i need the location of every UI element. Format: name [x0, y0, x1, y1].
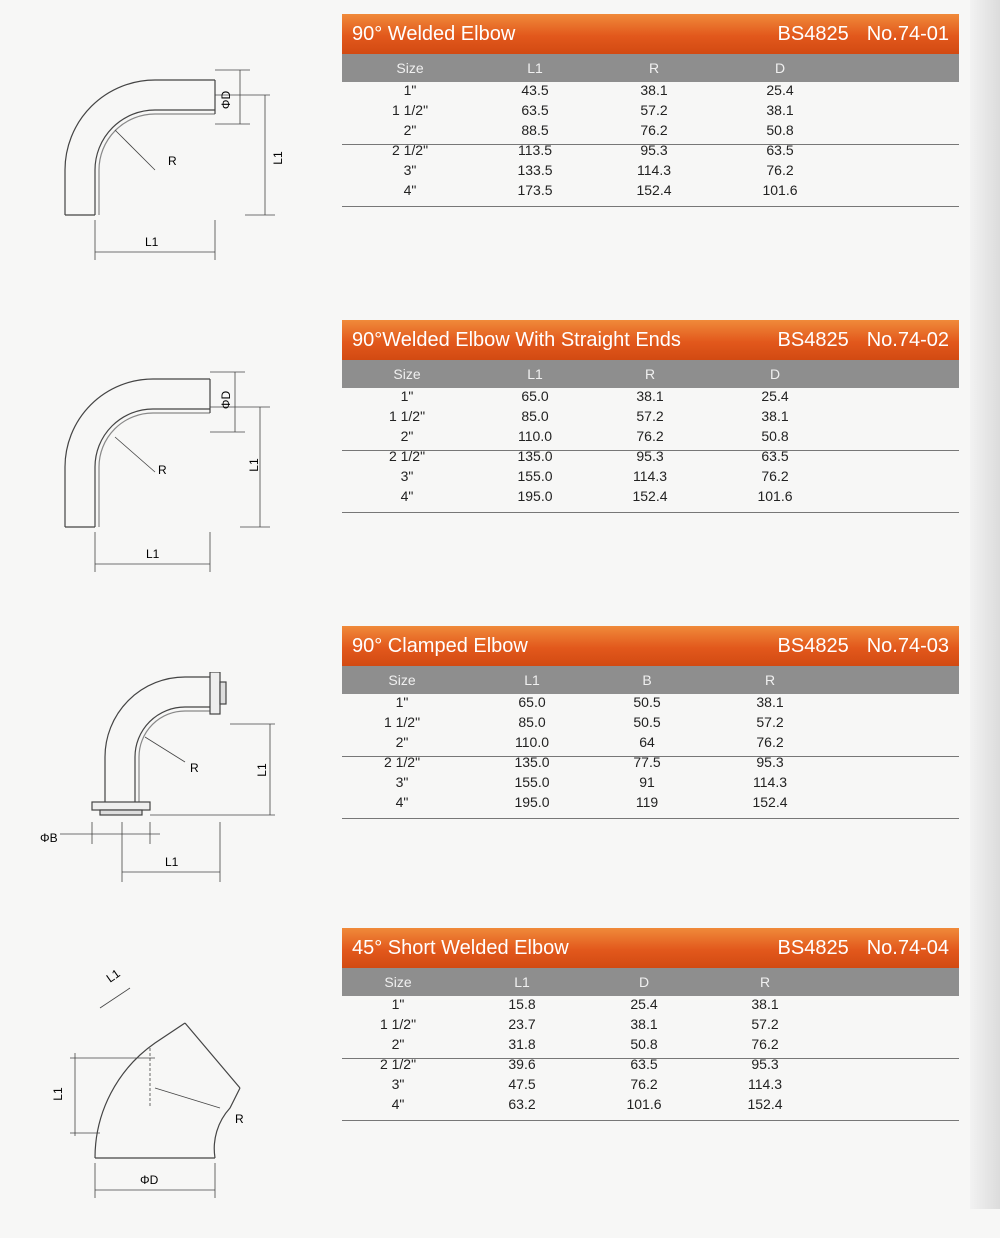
- standard-label: BS4825: [777, 22, 849, 45]
- cell-d: 25.4: [766, 82, 794, 98]
- header-r: R: [648, 60, 660, 76]
- cell-l1: 43.5: [521, 82, 549, 98]
- cell-d: 50.8: [630, 1036, 658, 1052]
- cell-size: 1": [395, 694, 409, 710]
- cell-r: 95.3: [636, 448, 664, 464]
- cell-l1: 133.5: [517, 162, 553, 178]
- cell-d: 76.2: [761, 468, 789, 484]
- cell-size: 2": [403, 122, 417, 138]
- table-row: [342, 468, 959, 488]
- title-bar: [342, 320, 959, 360]
- cell-l1: 195.0: [514, 794, 550, 810]
- header-size: Size: [396, 60, 424, 76]
- table-body: [342, 82, 959, 207]
- cell-size: 4": [400, 488, 414, 504]
- elbow-90-straight-ends-drawing: [30, 362, 320, 642]
- product-code: No.74-03: [866, 634, 949, 657]
- cell-l1: 65.0: [518, 694, 546, 710]
- cell-size: 3": [400, 468, 414, 484]
- cell-r: 38.1: [640, 82, 668, 98]
- table-row: [342, 388, 959, 408]
- spec-table-74-02: [342, 320, 959, 513]
- label-phi-d: ΦD: [219, 90, 233, 110]
- table-row: [342, 122, 959, 142]
- header-r: R: [764, 672, 776, 688]
- cell-r: 76.2: [640, 122, 668, 138]
- table-row: [342, 754, 959, 774]
- cell-size: 1": [403, 82, 417, 98]
- cell-r: 76.2: [636, 428, 664, 444]
- label-r: R: [190, 761, 199, 775]
- cell-size: 1": [400, 388, 414, 404]
- cell-size: 1 1/2": [383, 714, 421, 730]
- cell-d: 76.2: [630, 1076, 658, 1092]
- label-r: R: [168, 154, 177, 168]
- cell-r: 114.3: [633, 468, 667, 484]
- cell-l1: 65.0: [521, 388, 549, 404]
- product-title: 90° Welded Elbow: [352, 22, 516, 45]
- cell-l1: 88.5: [521, 122, 549, 138]
- cell-r: 76.2: [756, 734, 784, 750]
- cell-l1: 23.7: [508, 1016, 536, 1032]
- standard-label: BS4825: [777, 936, 849, 959]
- table-row: [342, 488, 959, 508]
- cell-r: 38.1: [756, 694, 784, 710]
- cell-b: 91: [639, 774, 655, 790]
- header-d: D: [638, 974, 650, 990]
- cell-size: 2 1/2": [388, 448, 426, 464]
- cell-size: 1 1/2": [388, 408, 426, 424]
- cell-l1: 63.2: [508, 1096, 536, 1112]
- cell-size: 3": [395, 774, 409, 790]
- product-code: No.74-02: [866, 328, 949, 351]
- cell-l1: 47.5: [508, 1076, 536, 1092]
- elbow-90-welded-drawing: [30, 40, 320, 320]
- table-row: [342, 448, 959, 468]
- header-r: R: [759, 974, 771, 990]
- cell-b: 50.5: [633, 714, 661, 730]
- cell-size: 4": [395, 794, 409, 810]
- header-size: Size: [393, 366, 421, 382]
- table-row: [342, 102, 959, 122]
- table-header: [342, 360, 959, 388]
- cell-r: 57.2: [756, 714, 784, 730]
- cell-r: 152.4: [632, 488, 668, 504]
- table-header: [342, 968, 959, 996]
- product-title: 90° Clamped Elbow: [352, 634, 528, 657]
- table-row: [342, 1056, 959, 1076]
- cell-l1: 135.0: [514, 754, 550, 770]
- header-l1: L1: [527, 366, 543, 382]
- table-row: [342, 1076, 959, 1096]
- cell-l1: 110.0: [518, 428, 552, 444]
- cell-r: 95.3: [756, 754, 784, 770]
- cell-d: 25.4: [630, 996, 658, 1012]
- cell-d: 38.1: [761, 408, 789, 424]
- table-bottom-line: [342, 818, 959, 819]
- cell-d: 50.8: [766, 122, 794, 138]
- header-d: D: [769, 366, 781, 382]
- table-row: [342, 734, 959, 754]
- cell-d: 50.8: [761, 428, 789, 444]
- table-bottom-line: [342, 512, 959, 513]
- header-b: B: [642, 672, 652, 688]
- table-bottom-line: [342, 206, 959, 207]
- cell-d: 101.6: [626, 1096, 662, 1112]
- cell-r: 95.3: [751, 1056, 779, 1072]
- cell-d: 101.6: [762, 182, 798, 198]
- cell-d: 63.5: [766, 142, 794, 158]
- cell-l1: 39.6: [508, 1056, 536, 1072]
- spec-section-74-03: [0, 612, 1000, 902]
- table-row: [342, 182, 959, 202]
- cell-r: 38.1: [636, 388, 664, 404]
- cell-l1: 31.8: [508, 1036, 536, 1052]
- cell-size: 1 1/2": [379, 1016, 417, 1032]
- cell-r: 57.2: [636, 408, 664, 424]
- header-r: R: [644, 366, 656, 382]
- table-row: [342, 996, 959, 1016]
- product-code: No.74-01: [866, 22, 949, 45]
- cell-size: 1 1/2": [391, 102, 429, 118]
- cell-size: 4": [403, 182, 417, 198]
- label-l1-vertical: L1: [247, 458, 261, 472]
- cell-l1: 63.5: [521, 102, 549, 118]
- cell-b: 64: [639, 734, 655, 750]
- cell-l1: 85.0: [521, 408, 549, 424]
- table-row: [342, 794, 959, 814]
- table-body: [342, 996, 959, 1121]
- header-l1: L1: [527, 60, 543, 76]
- header-size: Size: [388, 672, 416, 688]
- label-l1-horizontal: L1: [146, 547, 160, 561]
- spec-table-74-04: [342, 928, 959, 1121]
- label-l1-vertical: L1: [255, 763, 269, 777]
- cell-l1: 110.0: [515, 734, 549, 750]
- label-phi-d: ΦD: [219, 390, 233, 410]
- cell-size: 3": [403, 162, 417, 178]
- cell-r: 57.2: [751, 1016, 779, 1032]
- spec-table-74-03: [342, 626, 959, 819]
- table-row: [342, 714, 959, 734]
- label-l1-horizontal: L1: [145, 235, 159, 249]
- elbow-90-clamped-drawing: [30, 672, 320, 952]
- cell-r: 76.2: [751, 1036, 779, 1052]
- label-phi-d: ΦD: [140, 1173, 159, 1187]
- cell-d: 25.4: [761, 388, 789, 404]
- cell-l1: 85.0: [518, 714, 546, 730]
- title-bar: [342, 928, 959, 968]
- cell-l1: 135.0: [517, 448, 553, 464]
- product-title: 45° Short Welded Elbow: [352, 936, 569, 959]
- cell-l1: 155.0: [517, 468, 553, 484]
- cell-size: 2 1/2": [383, 754, 421, 770]
- table-row: [342, 82, 959, 102]
- label-l1-vertical: L1: [51, 1087, 65, 1101]
- cell-size: 4": [391, 1096, 405, 1112]
- label-l1-horizontal: L1: [165, 855, 179, 869]
- cell-r: 114.3: [637, 162, 671, 178]
- cell-size: 3": [391, 1076, 405, 1092]
- cell-b: 77.5: [633, 754, 661, 770]
- elbow-45-short-drawing: [30, 958, 320, 1238]
- spec-section-74-01: [0, 0, 1000, 290]
- label-r: R: [235, 1112, 244, 1126]
- cell-r: 38.1: [751, 996, 779, 1012]
- label-phi-b: ΦB: [40, 831, 58, 845]
- label-l1-vertical: L1: [271, 151, 285, 165]
- cell-r: 152.4: [636, 182, 672, 198]
- table-row: [342, 694, 959, 714]
- cell-l1: 195.0: [517, 488, 553, 504]
- cell-l1: 15.8: [508, 996, 536, 1012]
- cell-d: 101.6: [757, 488, 793, 504]
- standard-label: BS4825: [777, 634, 849, 657]
- title-bar: [342, 14, 959, 54]
- cell-r: 95.3: [640, 142, 668, 158]
- table-row: [342, 408, 959, 428]
- cell-r: 152.4: [752, 794, 788, 810]
- header-d: D: [774, 60, 786, 76]
- cell-size: 2": [391, 1036, 405, 1052]
- cell-l1: 113.5: [518, 142, 552, 158]
- cell-r: 152.4: [747, 1096, 783, 1112]
- spec-section-74-02: [0, 306, 1000, 596]
- cell-l1: 173.5: [517, 182, 553, 198]
- header-l1: L1: [514, 974, 530, 990]
- cell-size: 2": [395, 734, 409, 750]
- label-l1-diagonal: L1: [103, 966, 123, 986]
- spec-section-74-04: [0, 918, 1000, 1208]
- title-bar: [342, 626, 959, 666]
- cell-b: 50.5: [633, 694, 661, 710]
- table-row: [342, 1016, 959, 1036]
- header-size: Size: [384, 974, 412, 990]
- cell-r: 57.2: [640, 102, 668, 118]
- table-body: [342, 694, 959, 819]
- product-code: No.74-04: [866, 936, 949, 959]
- cell-size: 2": [400, 428, 414, 444]
- table-row: [342, 774, 959, 794]
- table-header: [342, 54, 959, 82]
- cell-l1: 155.0: [514, 774, 550, 790]
- standard-label: BS4825: [777, 328, 849, 351]
- cell-size: 2 1/2": [391, 142, 429, 158]
- spec-table-74-01: [342, 14, 959, 207]
- product-title: 90°Welded Elbow With Straight Ends: [352, 328, 681, 351]
- table-row: [342, 1096, 959, 1116]
- table-row: [342, 428, 959, 448]
- cell-d: 63.5: [761, 448, 789, 464]
- table-body: [342, 388, 959, 513]
- cell-d: 76.2: [766, 162, 794, 178]
- table-header: [342, 666, 959, 694]
- cell-d: 38.1: [630, 1016, 658, 1032]
- table-row: [342, 1036, 959, 1056]
- table-bottom-line: [342, 1120, 959, 1121]
- cell-d: 63.5: [630, 1056, 658, 1072]
- cell-size: 2 1/2": [379, 1056, 417, 1072]
- cell-size: 1": [391, 996, 405, 1012]
- table-row: [342, 142, 959, 162]
- cell-r: 114.3: [748, 1076, 782, 1092]
- cell-r: 114.3: [753, 774, 787, 790]
- cell-d: 38.1: [766, 102, 794, 118]
- label-r: R: [158, 463, 167, 477]
- cell-b: 119: [635, 794, 659, 810]
- header-l1: L1: [524, 672, 540, 688]
- table-row: [342, 162, 959, 182]
